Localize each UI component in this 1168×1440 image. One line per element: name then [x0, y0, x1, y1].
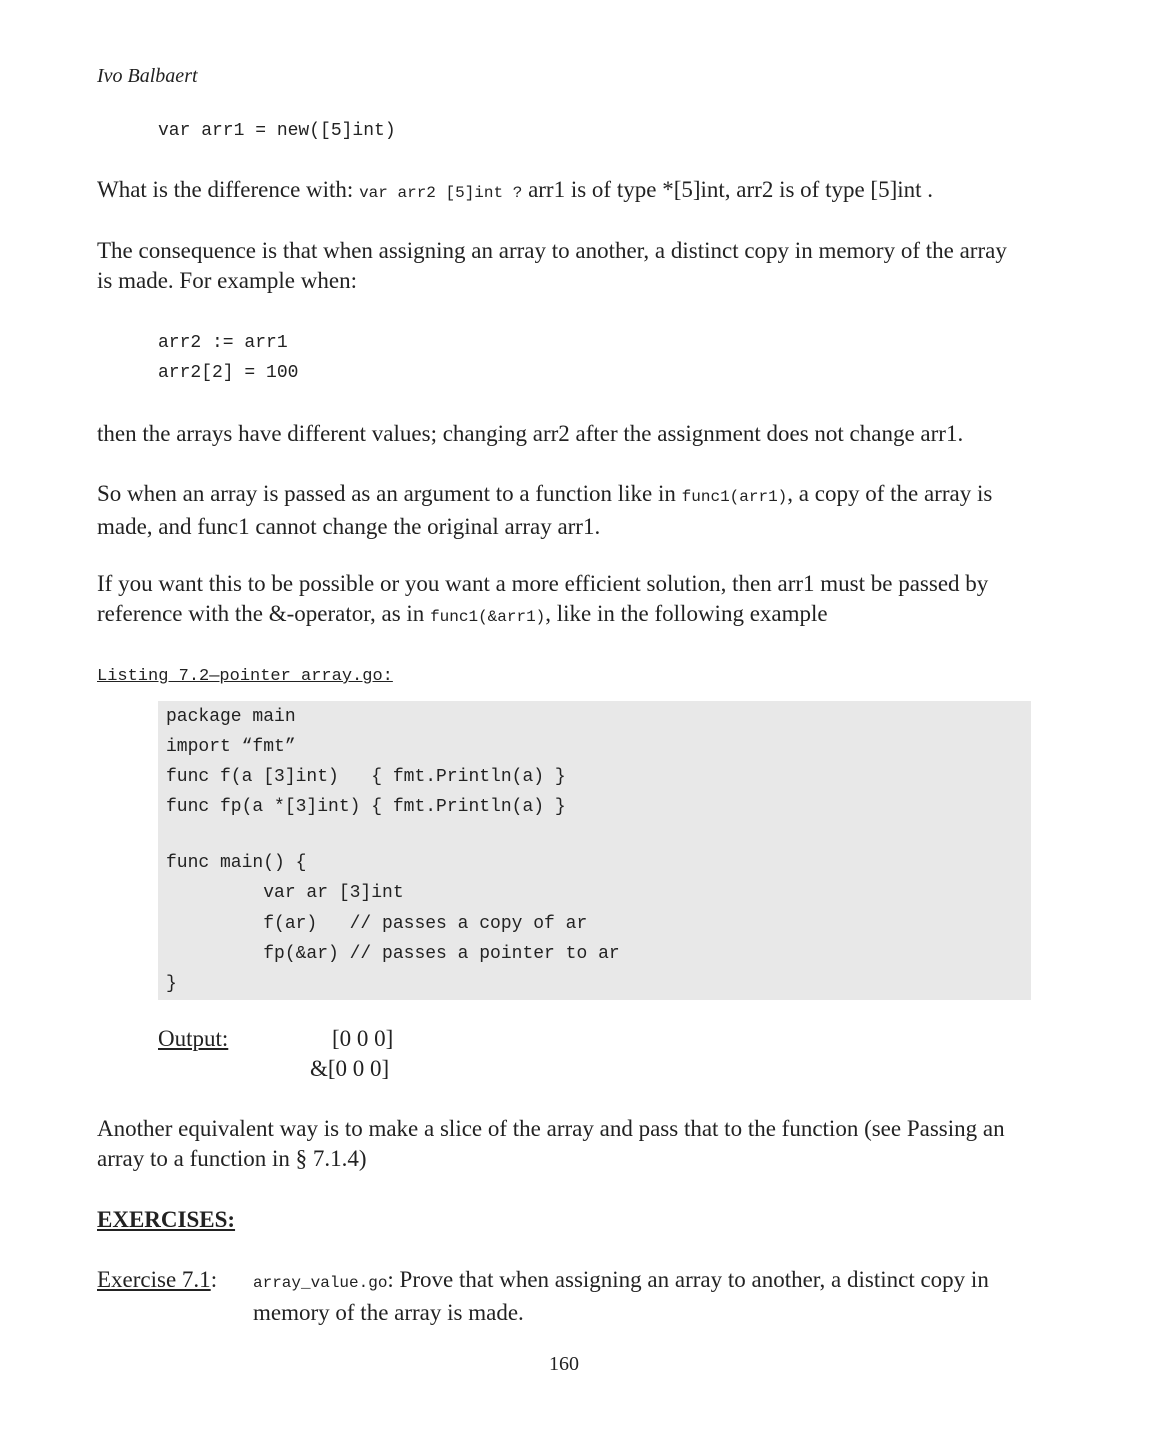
paragraph-consequence	[97, 236, 1037, 296]
exercise-description	[253, 1265, 1043, 1328]
exercise-line	[253, 1265, 1043, 1298]
code-snippet-assign-line-2: arr2[2] = 100	[158, 363, 299, 383]
listing-code-line: package main	[166, 707, 296, 727]
paragraph-line: If you want this to be possible or you want a more efficient solution, then arr1 must be passed by	[97, 571, 989, 596]
paragraph-line: made, and func1 cannot change the original array arr1.	[97, 514, 601, 539]
listing-code-line: var ar [3]int	[166, 883, 404, 903]
listing-code-line: func f(a [3]int) { fmt.Println(a) }	[166, 767, 566, 787]
inline-code: func1(arr1)	[681, 488, 788, 506]
running-header-author: Ivo Balbaert	[97, 65, 198, 87]
inline-code: array_value.go	[253, 1274, 388, 1292]
paragraph-line	[97, 479, 1037, 512]
paragraph-text: So when an array is passed as an argument to a function like in	[97, 481, 682, 506]
listing-code-line: }	[166, 974, 177, 994]
exercises-heading: EXERCISES:	[97, 1207, 236, 1232]
page-number: 160	[549, 1353, 579, 1375]
paragraph-pass-by-reference	[97, 569, 1037, 632]
paragraph-different-values: then the arrays have different values; changing arr2 after the assignment does not change arr1.	[97, 421, 964, 446]
listing-code-line: func fp(a *[3]int) { fmt.Println(a) }	[166, 797, 566, 817]
paragraph-line: is made. For example when:	[97, 268, 357, 293]
code-snippet-new-array: var arr1 = new([5]int)	[158, 121, 396, 141]
paragraph-difference	[97, 175, 1037, 208]
paragraph-passed-argument	[97, 479, 1037, 542]
paragraph-line: Another equivalent way is to make a slice of the array and pass that to the function (see Passing an	[97, 1116, 1005, 1141]
listing-code-block	[158, 701, 1031, 1000]
paragraph-equivalent-way	[97, 1114, 1037, 1174]
exercise-label-text: Exercise 7.1	[97, 1267, 211, 1292]
exercise-text: : Prove that when assigning an array to another, a distinct copy in	[387, 1267, 989, 1292]
paragraph-line: The consequence is that when assigning an array to another, a distinct copy in memory of the array	[97, 238, 1007, 263]
exercise-line: memory of the array is made.	[253, 1300, 524, 1325]
listing-code-line: func main() {	[166, 853, 307, 873]
exercise-label	[97, 1265, 217, 1295]
paragraph-text: , a copy of the array is	[787, 481, 993, 506]
listing-code-line: import “fmt”	[166, 737, 296, 757]
output-line-1: [0 0 0]	[332, 1026, 394, 1051]
output-label: Output:	[158, 1026, 229, 1051]
code-snippet-assign-line-1: arr2 := arr1	[158, 333, 288, 353]
paragraph-text: reference with the &-operator, as in	[97, 601, 431, 626]
paragraph-text: , like in the following example	[545, 601, 828, 626]
listing-code-line: fp(&ar) // passes a pointer to ar	[166, 944, 620, 964]
inline-code: var arr2 [5]int ?	[359, 184, 523, 202]
paragraph-text: arr1 is of type *[5]int, arr2 is of type [5]int .	[522, 177, 934, 202]
paragraph-text: What is the difference with:	[97, 177, 360, 202]
listing-caption: Listing 7.2—pointer_array.go:	[97, 667, 393, 686]
paragraph-line	[97, 599, 1037, 632]
paragraph-line: array to a function in § 7.1.4)	[97, 1146, 367, 1171]
exercise-label-colon: :	[210, 1267, 218, 1292]
listing-code-line: f(ar) // passes a copy of ar	[166, 914, 588, 934]
inline-code: func1(&arr1)	[430, 608, 546, 626]
output-line-2: &[0 0 0]	[310, 1056, 390, 1081]
